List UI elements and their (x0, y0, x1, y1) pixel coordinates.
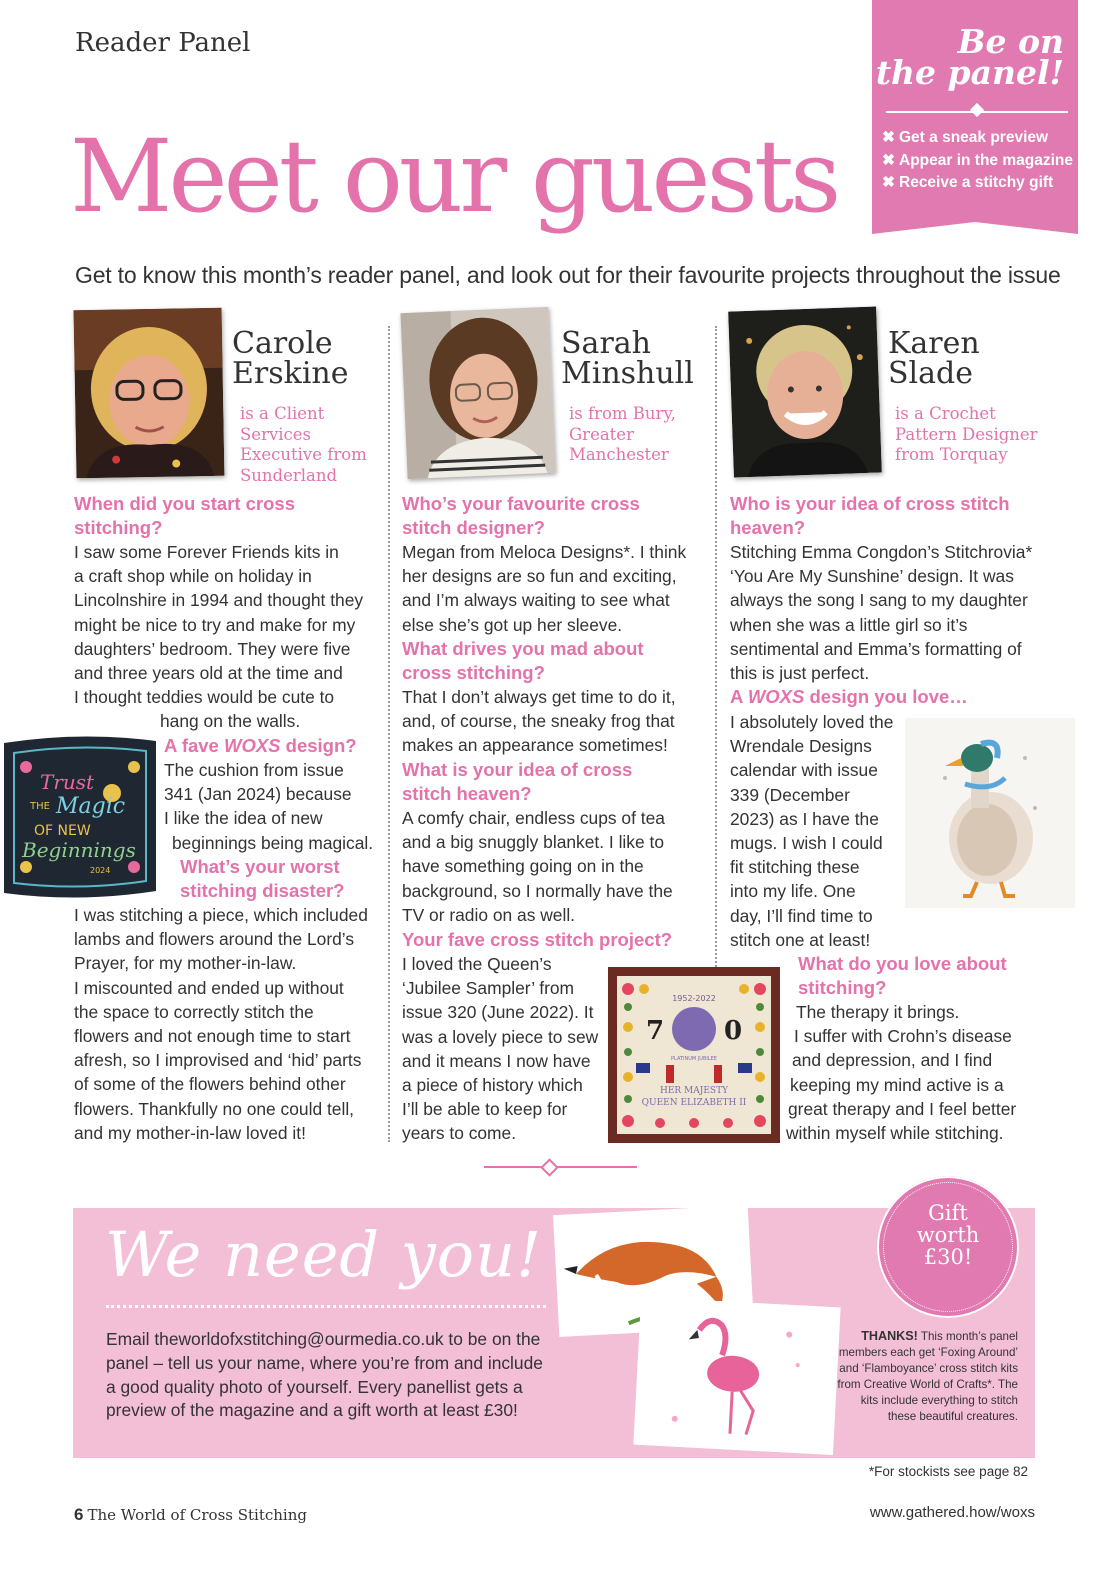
section-divider (484, 1166, 637, 1168)
question-line: Who is your idea of cross stitch (730, 493, 1010, 514)
answer-line: within myself while stitching. (786, 1123, 1004, 1144)
answer-line: Prayer, for my mother-in-law. (74, 953, 297, 974)
answer-line: I loved the Queen’s (402, 954, 552, 974)
question-line: stitching disaster? (180, 880, 345, 902)
desc-line: Services (240, 424, 312, 444)
answer-line: TV or radio on as well. (402, 904, 576, 925)
answer-line: beginnings being magical. (172, 832, 374, 853)
thanks-line: members each get ‘Foxing Around’ (838, 1346, 1018, 1359)
answer-line: I like the idea of new (164, 808, 323, 829)
portrait-photo (400, 307, 555, 479)
sampler-text: PLATINUM JUBILEE (671, 1056, 717, 1062)
question-heading (180, 855, 344, 903)
answer-line: 341 (Jan 2024) because (164, 784, 352, 805)
answer-line: keeping my mind active is a (790, 1074, 1004, 1095)
page-number: 6 (74, 1505, 84, 1524)
answer-line: mugs. I wish I could (730, 833, 883, 854)
promo-body-line: a good quality photo of yourself. Every panellist gets a (106, 1376, 523, 1397)
answer-line: into my life. One (730, 881, 856, 902)
thanks-label: THANKS! (861, 1329, 918, 1343)
answer-line: I’ll be able to keep for (402, 1099, 568, 1120)
answer-line: years to come. (402, 1123, 517, 1144)
question-heading (730, 685, 968, 709)
answer-line: a craft shop while on holiday in (74, 566, 312, 587)
question-heading (402, 928, 672, 952)
cushion-text: Magic (56, 794, 126, 819)
be-on-the-panel-badge (872, 0, 1078, 222)
desc-line: is from Bury, (569, 404, 676, 423)
answer-line: her designs are so fun and exciting, (402, 566, 677, 587)
last-name: Minshull (561, 356, 694, 391)
promo-body-line: Email theworldofxstitching@ourmedia.co.uk to be on the (106, 1329, 541, 1349)
desc-line: Sunderland (240, 465, 338, 485)
answer-line: 2023) as I have the (730, 808, 879, 829)
divider-diamond-icon (540, 1158, 558, 1176)
question-text: design? (280, 735, 357, 756)
stockists-footnote: *For stockists see page 82 (868, 1464, 1028, 1479)
desc-line: from Torquay (895, 445, 1008, 464)
answer-line: else she’s got up her sleeve. (402, 614, 623, 635)
cross-icon: ✖ (882, 151, 895, 169)
first-name: Sarah (561, 326, 651, 361)
answer-line: and a big snuggly blanket. I like to (402, 832, 664, 853)
panelist-desc-karen (895, 404, 1038, 466)
panelist-name-carole (232, 326, 349, 391)
answer-line: might be nice to try and make for my (74, 614, 356, 635)
badge-title-line: the panel! (875, 53, 1064, 92)
portrait-photo (728, 306, 882, 477)
question-line: Your fave cross stitch project? (402, 929, 673, 950)
promo-title: We need you! (105, 1218, 542, 1291)
magazine-name: The World of Cross Stitching (87, 1506, 307, 1524)
desc-line: Pattern Designer (895, 424, 1038, 444)
desc-line: Executive from (240, 445, 367, 464)
section-label: Reader Panel (75, 28, 251, 58)
answer-line: hang on the walls. (160, 711, 301, 732)
badge-title (875, 22, 1064, 92)
gift-badge-text (877, 1202, 1019, 1268)
answer-line: Megan from Meloca Designs*. I think (402, 542, 687, 562)
answer-line: lambs and flowers around the Lord’s (74, 929, 355, 950)
answer-line: daughters’ bedroom. They were five (74, 638, 351, 659)
question-emphasis: WOXS (747, 686, 805, 707)
question-line: What drives you mad about (402, 638, 644, 659)
question-text: A (730, 686, 748, 707)
thanks-line: and ‘Flamboyance’ cross stitch kits (839, 1362, 1018, 1375)
question-line: stitching? (74, 517, 163, 539)
answer-line: I thought teddies would be cute to (74, 687, 335, 708)
sampler-text: 7 (645, 1016, 665, 1046)
standfirst: Get to know this month’s reader panel, and look out for their favourite projects throughout the issue (75, 262, 1061, 288)
answer-line: calendar with issue (730, 760, 878, 781)
panelist-name-sarah (561, 326, 694, 391)
desc-line: is a Client (240, 404, 325, 423)
answer-line: stitch one at least! (730, 929, 871, 950)
last-name: Slade (888, 356, 973, 391)
gift-worth-badge (877, 1176, 1019, 1318)
panelist-desc-sarah (569, 404, 676, 466)
page-headline: Meet our guests (70, 118, 838, 235)
cushion-text: Beginnings (22, 838, 136, 862)
gift-line: Gift (928, 1201, 968, 1225)
answer-line: ‘Jubilee Sampler’ from (402, 978, 575, 999)
answer-text (402, 685, 676, 758)
answer-line: The cushion from issue (164, 760, 344, 780)
answer-line: I suffer with Crohn’s disease (794, 1026, 1012, 1047)
cross-icon: ✖ (882, 174, 895, 191)
badge-benefit (882, 150, 1073, 173)
sampler-text: HER MAJESTY (659, 1086, 729, 1096)
panelist-photo-karen (728, 306, 882, 477)
answer-line: day, I’ll find time to (730, 905, 873, 926)
answer-line: and it means I now have (402, 1050, 591, 1071)
answer-line: flowers and not enough time to start (74, 1026, 351, 1047)
panelist-photo-sarah (400, 307, 555, 479)
question-text: A fave (164, 735, 224, 756)
answer-line: sentimental and Emma’s formatting of (730, 638, 1022, 659)
thanks-line: these beautiful creatures. (887, 1410, 1018, 1423)
badge-divider-diamond (970, 103, 984, 117)
footer-url-link[interactable]: www.gathered.how/woxs (869, 1504, 1035, 1521)
answer-text (164, 758, 373, 855)
badge-title-line: Be on (957, 22, 1064, 61)
question-line: stitch designer? (402, 517, 545, 539)
question-line: When did you start cross (74, 493, 296, 514)
page-footer-left (74, 1505, 307, 1525)
gift-line: worth (916, 1223, 980, 1247)
promo-body-line: panel – tell us your name, where you’re from and include (106, 1352, 543, 1373)
thanks-caption (830, 1328, 1018, 1425)
question-heading (730, 492, 1010, 540)
answer-line: That I don’t always get time to do it, (402, 687, 676, 707)
thanks-line: This month’s panel (920, 1330, 1018, 1343)
question-heading (74, 492, 295, 540)
answer-text (402, 806, 673, 927)
answer-text (730, 710, 893, 952)
badge-benefit (882, 127, 1073, 150)
sampler-illustration (608, 967, 780, 1143)
answer-line: of some of the flowers behind other (74, 1074, 346, 1095)
cushion-text: Trust (40, 770, 95, 794)
answer-text (786, 1000, 1016, 1145)
desc-line: Manchester (569, 445, 669, 464)
promo-dotted-rule (106, 1305, 546, 1308)
sampler-text: 1952-2022 (672, 994, 716, 1003)
answer-line: background, so I normally have the (402, 880, 673, 901)
answer-line: a piece of history which (402, 1075, 583, 1096)
duck-illustration (905, 718, 1075, 908)
question-line: heaven? (730, 517, 806, 539)
answer-line: great therapy and I feel better (788, 1098, 1017, 1119)
cushion-illustration (0, 727, 160, 903)
jubilee-sampler-image (608, 967, 780, 1143)
cushion-text: THE (30, 801, 50, 812)
cross-icon: ✖ (882, 129, 895, 146)
thanks-line: from Creative World of Crafts*. The (837, 1378, 1018, 1391)
answer-line: Lincolnshire in 1994 and thought they (74, 590, 364, 611)
answer-text (730, 540, 1032, 685)
question-text: design you love… (804, 686, 968, 707)
answer-line: always the song I sang to my daughter (730, 590, 1028, 611)
answer-text (74, 903, 368, 1145)
answer-line: I miscounted and ended up without (74, 977, 344, 998)
answer-line: and, of course, the sneaky frog that (402, 711, 675, 732)
flamingo-kit-image (637, 1302, 837, 1450)
question-heading (402, 492, 640, 540)
question-heading (402, 758, 632, 806)
answer-line: makes an appearance sometimes! (402, 735, 668, 756)
answer-line: ‘You Are My Sunshine’ design. It was (730, 566, 1014, 587)
answer-line: afresh, so I improvised and ‘hid’ parts (74, 1050, 362, 1071)
question-line: cross stitching? (402, 662, 545, 684)
answer-line: I was stitching a piece, which included (74, 905, 368, 925)
duck-cross-stitch-image (905, 718, 1075, 908)
question-line: What’s your worst (180, 856, 340, 877)
question-line: What do you love about (798, 953, 1007, 974)
cushion-text: 2024 (90, 866, 111, 875)
panelist-name-karen (888, 326, 980, 391)
answer-line: and three years old at the time and (74, 663, 343, 684)
answer-line: was a lovely piece to sew (402, 1026, 599, 1047)
answer-text (402, 540, 686, 637)
question-line: stitching? (798, 977, 887, 999)
answer-line: A comfy chair, endless cups of tea (402, 808, 665, 828)
sampler-text: QUEEN ELIZABETH II (641, 1098, 747, 1108)
answer-line: I absolutely loved the (730, 712, 894, 732)
answer-line: flowers. Thankfully no one could tell, (74, 1098, 355, 1119)
sampler-text: 0 (723, 1016, 743, 1046)
answer-text (402, 952, 598, 1146)
answer-line: Stitching Emma Congdon’s Stitchrovia* (730, 542, 1033, 562)
thanks-line: kits include everything to stitch (860, 1394, 1018, 1407)
last-name: Erskine (232, 356, 349, 391)
cushion-image (0, 727, 160, 903)
panelist-desc-carole (240, 404, 367, 486)
question-heading (164, 734, 357, 758)
question-line: What is your idea of cross (402, 759, 633, 780)
badge-benefit-list (882, 127, 1073, 195)
badge-benefit-label: Get a sneak preview (899, 129, 1049, 146)
portrait-photo (74, 308, 225, 479)
badge-ribbon-notch (872, 222, 1078, 234)
desc-line: Greater (569, 424, 634, 444)
question-line: stitch heaven? (402, 783, 532, 805)
answer-line: this is just perfect. (730, 663, 870, 684)
badge-benefit-label: Receive a stitchy gift (899, 174, 1054, 191)
badge-benefit-label: Appear in the magazine (899, 151, 1073, 169)
promo-body (106, 1328, 566, 1423)
answer-line: and depression, and I find (792, 1050, 993, 1071)
badge-benefit (882, 172, 1073, 195)
question-line: Who’s your favourite cross (402, 493, 640, 514)
answer-line: have something going on in the (402, 856, 644, 877)
promo-body-line: preview of the magazine and a gift worth at least £30! (106, 1400, 518, 1421)
answer-line: fit stitching these (730, 857, 860, 878)
question-emphasis: WOXS (223, 735, 281, 756)
question-heading (798, 952, 1007, 1000)
first-name: Karen (888, 326, 980, 361)
flamingo-illustration (633, 1297, 840, 1455)
answer-text (74, 540, 363, 734)
gift-line: £30! (923, 1245, 973, 1269)
answer-line: and my mother-in-law loved it! (74, 1122, 306, 1143)
answer-line: The therapy it brings. (796, 1002, 960, 1022)
answer-line: I saw some Forever Friends kits in (74, 542, 339, 562)
question-heading (402, 637, 644, 685)
answer-line: Wrendale Designs (730, 736, 872, 757)
first-name: Carole (232, 326, 333, 361)
panelist-photo-carole (74, 308, 225, 479)
answer-line: the space to correctly stitch the (74, 1001, 314, 1022)
answer-line: 339 (December (730, 784, 850, 805)
answer-line: when she was a little girl so it’s (730, 614, 968, 635)
answer-line: issue 320 (June 2022). It (402, 1002, 594, 1023)
column-divider (388, 326, 390, 1142)
desc-line: is a Crochet (895, 404, 996, 423)
cushion-text: OF NEW (34, 823, 91, 839)
answer-line: and I’m always waiting to see what (402, 590, 670, 611)
